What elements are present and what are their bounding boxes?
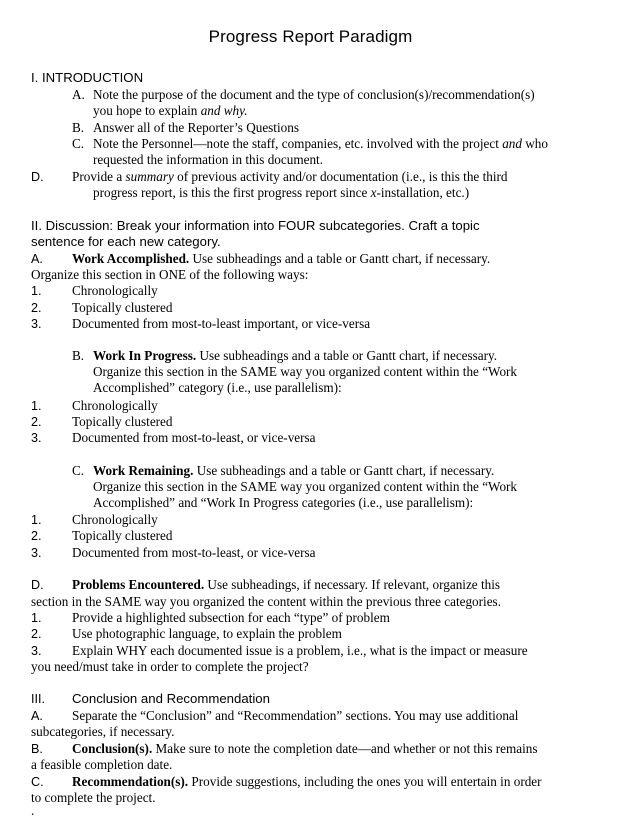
intro-item-b-label: B. (72, 120, 85, 135)
discussion-d-line2: section in the SAME way you organized the content within the previous three categories. (31, 594, 501, 609)
list-item: Topically clustered (72, 414, 173, 429)
discussion-b-line3: Accomplished” category (i.e., use parallelism): (93, 380, 342, 395)
section-heading-conclusion-number: III. (31, 692, 45, 706)
discussion-b-label: B. (72, 348, 85, 363)
list-item-number: 1. (31, 399, 42, 413)
list-item: Chronologically (72, 398, 158, 413)
section-heading-conclusion: Conclusion and Recommendation (72, 691, 270, 706)
conclusion-b-line1: Conclusion(s). Make sure to note the completion date—and whether or not this remains (72, 741, 538, 756)
list-item-number: 1. (31, 611, 42, 625)
conclusion-c-line1: Recommendation(s). Provide suggestions, including the ones you will entertain in order (72, 774, 542, 789)
section-heading-discussion-line2: sentence for each new category. (31, 234, 221, 249)
discussion-a-line2: Organize this section in ONE of the following ways: (31, 267, 309, 282)
list-item: Use photographic language, to explain the problem (72, 626, 342, 641)
intro-item-a-label: A. (72, 87, 85, 102)
discussion-d-line1: Problems Encountered. Use subheadings, if necessary. If relevant, organize this (72, 577, 501, 592)
conclusion-b-label: B. (31, 742, 43, 756)
conclusion-b-line2: a feasible completion date. (31, 757, 173, 772)
section-heading-discussion-line1: II. Discussion: Break your information into FOUR subcategories. Craft a topic (31, 218, 480, 233)
discussion-c-line3: Accomplished” and “Work In Progress categories (i.e., use parallelism): (93, 495, 474, 510)
intro-item-d-label: D. (31, 170, 44, 184)
discussion-d-label: D. (31, 578, 44, 592)
discussion-a-label: A. (31, 252, 43, 266)
list-item-number: 2. (31, 415, 42, 429)
list-item-number: 3. (31, 546, 42, 560)
discussion-c-line1: Work Remaining. Use subheadings and a table or Gantt chart, if necessary. (93, 463, 495, 478)
list-item: Provide a highlighted subsection for each “type” of problem (72, 610, 390, 625)
intro-item-d-line1: Provide a summary of previous activity and/or documentation (i.e., is this the third (72, 169, 508, 184)
discussion-a-line1: Work Accomplished. Use subheadings and a table or Gantt chart, if necessary. (72, 251, 491, 266)
intro-item-a-line1: Note the purpose of the document and the type of conclusion(s)/recommendation(s) (93, 87, 535, 102)
conclusion-a-line2: subcategories, if necessary. (31, 724, 175, 739)
list-item-number: 2. (31, 301, 42, 315)
list-item-number: 3. (31, 431, 42, 445)
intro-item-c-line1: Note the Personnel—note the staff, companies, etc. involved with the project and who (93, 136, 548, 151)
list-item: Documented from most-to-least, or vice-versa (72, 430, 316, 445)
conclusion-c-label: C. (31, 775, 44, 789)
trailing-mark: . (31, 803, 35, 818)
list-item: Documented from most-to-least, or vice-versa (72, 545, 316, 560)
discussion-b-line1: Work In Progress. Use subheadings and a table or Gantt chart, if necessary. (93, 348, 498, 363)
list-item: Chronologically (72, 512, 158, 527)
list-item: Explain WHY each documented issue is a problem, i.e., what is the impact or measure (72, 643, 528, 658)
list-item: Topically clustered (72, 300, 173, 315)
discussion-b-line2: Organize this section in the SAME way you organized content within the “Work (93, 364, 518, 379)
list-item-continuation: you need/must take in order to complete the project? (31, 659, 309, 674)
list-item-number: 1. (31, 284, 42, 298)
intro-item-b-text: Answer all of the Reporter’s Questions (93, 120, 299, 135)
page-title: Progress Report Paradigm (208, 27, 413, 46)
intro-item-d-line2: progress report, is this the first progress report since x-installation, etc.) (93, 185, 470, 200)
list-item-number: 1. (31, 513, 42, 527)
intro-item-c-line2: requested the information in this document. (93, 152, 323, 167)
conclusion-a-line1: Separate the “Conclusion” and “Recommendation” sections. You may use additional (72, 708, 519, 723)
conclusion-a-label: A. (31, 709, 43, 723)
intro-item-a-line2: you hope to explain and why. (93, 103, 248, 118)
list-item: Documented from most-to-least important, or vice-versa (72, 316, 371, 331)
list-item: Chronologically (72, 283, 158, 298)
list-item: Topically clustered (72, 528, 173, 543)
list-item-number: 3. (31, 317, 42, 331)
list-item-number: 3. (31, 644, 42, 658)
list-item-number: 2. (31, 529, 42, 543)
conclusion-c-line2: to complete the project. (31, 790, 156, 805)
discussion-c-line2: Organize this section in the SAME way you organized content within the “Work (93, 479, 518, 494)
discussion-c-label: C. (72, 463, 85, 478)
intro-item-c-label: C. (72, 136, 85, 151)
list-item-number: 2. (31, 627, 42, 641)
section-heading-introduction: I. INTRODUCTION (31, 70, 144, 85)
